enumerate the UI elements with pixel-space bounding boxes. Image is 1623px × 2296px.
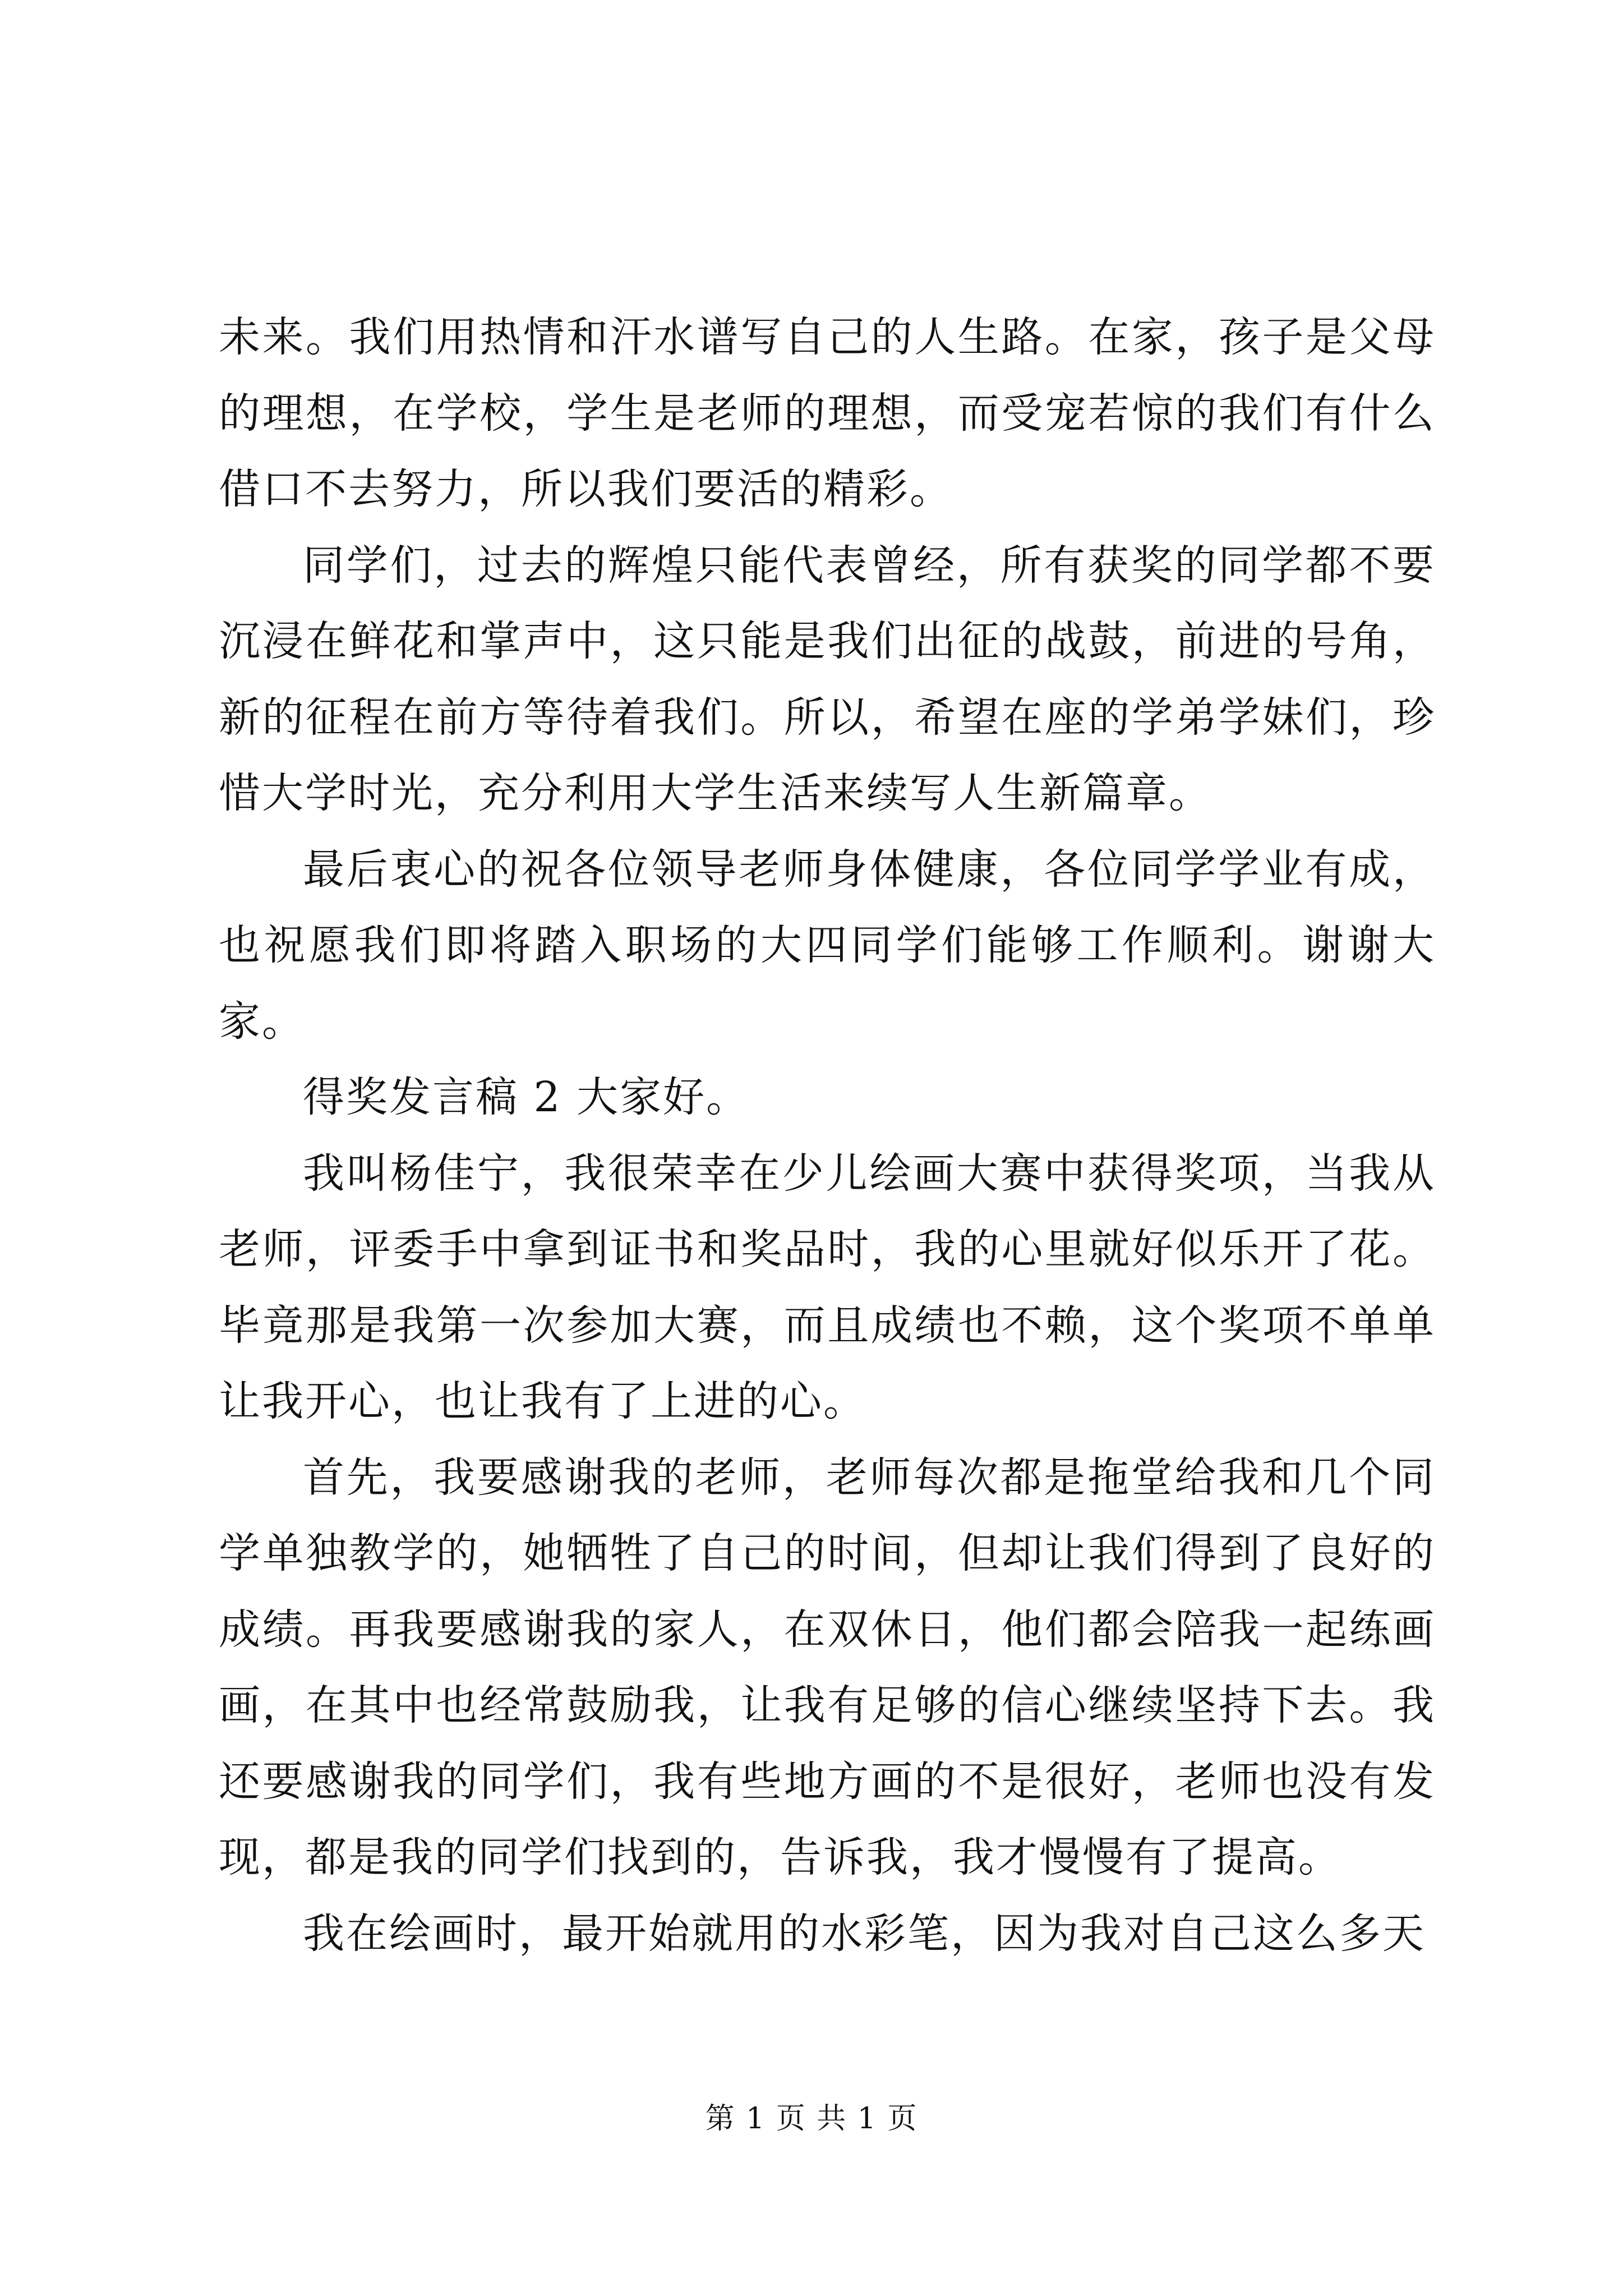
paragraph-continuation: 未来。我们用热情和汗水谱写自己的人生路。在家，孩子是父母的理想，在学校，学生是老师的理想，而受宠若惊的我们有什么借口不去努力，所以我们要活的精彩。 xyxy=(219,313,1436,513)
paragraph: 同学们，过去的辉煌只能代表曾经，所有获奖的同学都不要沉浸在鲜花和掌声中，这只能是我们出征的战鼓，前进的号角，新的征程在前方等待着我们。所以，希望在座的学弟学妹们，珍惜大学时光，充分利用大学生活来续写人生新篇章。 xyxy=(219,541,1436,817)
paragraph: 最后衷心的祝各位领导老师身体健康，各位同学学业有成，也祝愿我们即将踏入职场的大四同学们能够工作顺利。谢谢大家。 xyxy=(219,845,1436,1046)
section-heading-paragraph: 得奖发言稿 2 大家好。 xyxy=(303,1073,750,1121)
paragraph: 首先，我要感谢我的老师，老师每次都是拖堂给我和几个同学单独教学的，她牺牲了自己的时间，但却让我们得到了良好的成绩。再我要感谢我的家人，在双休日，他们都会陪我一起练画画，在其中也经常鼓励我，让我有足够的信心继续坚持下去。我还要感谢我的同学们，我有些地方画的不是很好，老师也没有发现，都是我的同学们找到的，告诉我，我才慢慢有了提高。 xyxy=(219,1453,1436,1881)
paragraph: 我在绘画时，最开始就用的水彩笔，因为我对自己这么多天 xyxy=(303,1909,1426,1958)
document-body xyxy=(219,300,1436,1972)
page-number: 第 1 页 共 1 页 xyxy=(705,2102,918,2136)
page-footer xyxy=(0,2099,1623,2138)
paragraph: 我叫杨佳宁，我很荣幸在少儿绘画大赛中获得奖项，当我从老师，评委手中拿到证书和奖品时，我的心里就好似乐开了花。毕竟那是我第一次参加大赛，而且成绩也不赖，这个奖项不单单让我开心，也让我有了上进的心。 xyxy=(219,1149,1436,1425)
